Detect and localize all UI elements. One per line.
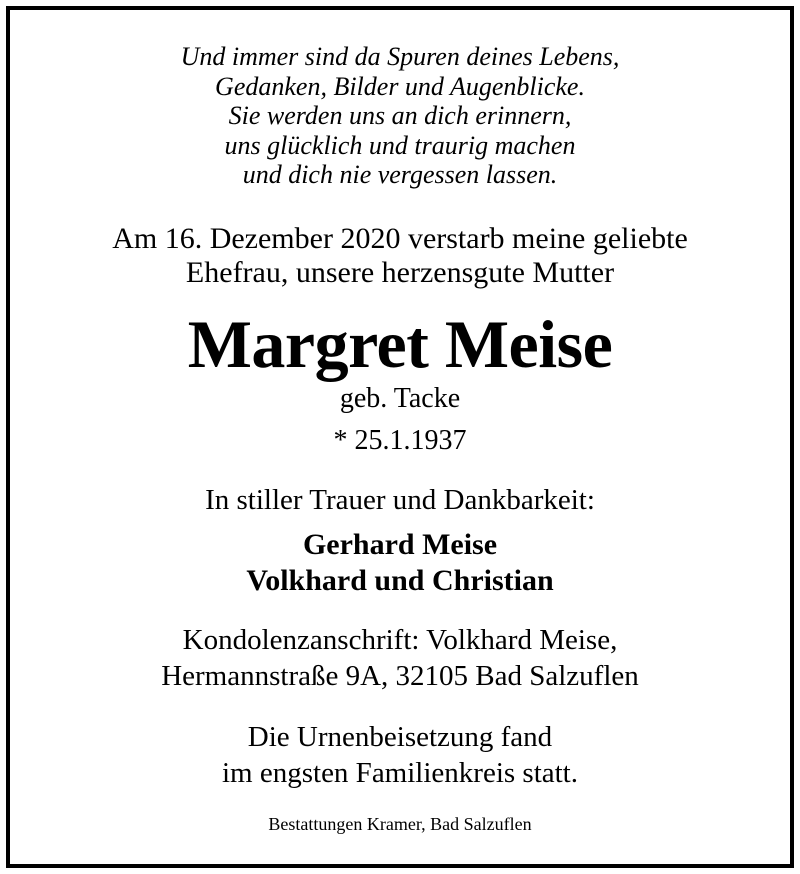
mourning-heading: In stiller Trauer und Dankbarkeit: xyxy=(205,484,595,516)
burial-line: Die Urnenbeisetzung fand xyxy=(247,721,553,753)
mourner-name: Gerhard Meise xyxy=(302,528,498,561)
funeral-home: Bestattungen Kramer, Bad Salzuflen xyxy=(268,814,532,834)
poem-line: Sie werden uns an dich erinnern, xyxy=(228,101,572,130)
mourner-name: Volkhard und Christian xyxy=(246,564,554,597)
deceased-name: Margret Meise xyxy=(187,306,613,382)
condolence-address xyxy=(0,622,800,694)
poem-line: uns glücklich und traurig machen xyxy=(224,130,576,160)
poem-line: Und immer sind da Spuren deines Lebens, xyxy=(180,42,620,71)
birth-date: * 25.1.1937 xyxy=(333,425,467,456)
address-line: Hermannstraße 9A, 32105 Bad Salzuflen xyxy=(161,660,639,692)
announcement-line: Ehefrau, unsere herzensgute Mutter xyxy=(185,256,615,289)
burial-notice xyxy=(0,719,800,791)
burial-line: im engsten Familienkreis statt. xyxy=(221,757,578,789)
maiden-name: geb. Tacke xyxy=(339,383,461,414)
address-line: Kondolenzanschrift: Volkhard Meise, xyxy=(182,624,618,656)
announcement-line: Am 16. Dezember 2020 verstarb meine geliebte xyxy=(112,222,688,255)
memorial-poem xyxy=(0,42,800,190)
poem-line: und dich nie vergessen lassen. xyxy=(242,160,558,189)
death-announcement xyxy=(0,222,800,290)
poem-line: Gedanken, Bilder und Augenblicke. xyxy=(215,71,585,101)
mourners-list xyxy=(0,527,800,599)
